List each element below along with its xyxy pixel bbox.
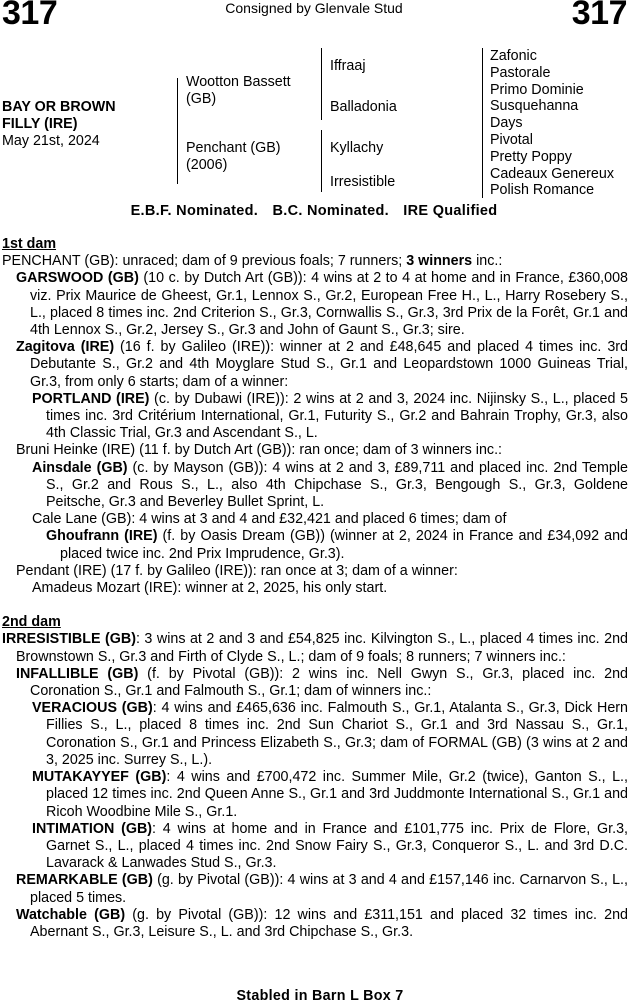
pedigree-bracket-1 <box>177 78 178 184</box>
produce-mutakayyef: MUTAKAYYEF (GB): 4 wins and £700,472 inc. Summer Mile, Gr.2 (twice), Ganton S., L., placed 12 times inc. 2nd Queen Anne S., Gr.1 and 3rd Juddmonte International S., Gr.1 and Ricoh Woodbine Mile S., Gr.1. <box>32 769 629 820</box>
produce-zagitova: Zagitova (IRE) (16 f. by Galileo (IRE)): winner at 2 and £48,645 and placed 4 times inc. 3rd Debutante S., Gr.2 and 4th Moyglare Stud S., Gr.1 and Leopardstown 1000 Guineas Trial, Gr.3, from only 6 starts; dam of a winner: <box>16 339 628 390</box>
pedigree-third-generation: Zafonic Pastorale Primo Dominie Susquehanna Days Pivotal Pretty Poppy Cadeaux Genereux Polish Romance <box>490 48 614 199</box>
produce-infallible: INFALLIBLE (GB) (f. by Pivotal (GB)): 2 wins inc. Nell Gwyn S., Gr.3, placed inc. 2nd Coronation S., Gr.1 and Falmouth S., Gr.1; dam of winners inc.: <box>16 665 628 700</box>
produce-garswood: GARSWOOD (GB) (10 c. by Dutch Art (GB)): 4 wins at 2 to 4 at home and in France, £360,008 viz. Prix Maurice de Gheest, Gr.1, Lennox S., Gr.2, European Free H., L., Harry Rosebery S., L., placed 8 times inc. 2nd Criterion S., Gr.3, Cornwallis S., Gr.3, 3rd Prix de la Forêt, Gr.1 and 4th Lennox S., Gr.2, Jersey S., Gr.3 and John of Gaunt S., Gr.3; sire. <box>16 270 628 339</box>
nominations: E.B.F. Nominated. B.C. Nominated. IRE Qualified <box>130 203 498 219</box>
produce-portland: PORTLAND (IRE) (c. by Dubawi (IRE)): 2 wins at 2 and 3, 2024 inc. Nijinsky S., L., placed 5 times inc. 3rd Critérium International, Gr.1, Futurity S., Gr.2 and Bahrain Trophy, Gr.3, also 4th Classic Trial, Gr.3 and Ascendant S., L. <box>32 390 628 442</box>
first-dam-intro: PENCHANT (GB): unraced; dam of 9 previous foals; 7 runners; 3 winners inc.: <box>2 253 503 270</box>
pedigree-dam: Penchant (GB) (2006) <box>186 140 281 173</box>
horse-color-sex: BAY OR BROWN <box>2 99 116 115</box>
lot-number-right: 317 <box>571 0 627 32</box>
consignor: Consigned by Glenvale Stud <box>225 0 403 16</box>
produce-remarkable: REMARKABLE (GB) (g. by Pivotal (GB)): 4 wins at 3 and 4 and £157,146 inc. Carnarvon S., L., placed 5 times. <box>16 872 628 906</box>
pedigree-sire-sire: Iffraaj <box>330 58 366 74</box>
pedigree-sire-dam: Balladonia <box>330 99 397 115</box>
second-dam-heading: 2nd dam <box>2 614 61 631</box>
produce-cale-lane: Cale Lane (GB): 4 wins at 3 and 4 and £32,421 and placed 6 times; dam of <box>32 511 507 528</box>
pedigree-dam-dam: Irresistible <box>330 174 396 190</box>
pedigree-bracket-3 <box>482 48 483 198</box>
second-dam-intro: IRRESISTIBLE (GB): 3 wins at 2 and 3 and £54,825 inc. Kilvington S., L., placed 4 times inc. 2nd Brownstown S., Gr.3 and Firth of Clyde S., L.; dam of 9 foals; 8 runners; 7 winners inc.: <box>2 631 628 665</box>
horse-sex-origin: FILLY (IRE) <box>2 116 78 132</box>
first-dam-heading: 1st dam <box>2 236 57 252</box>
stabling-info: Stabled in Barn L Box 7 <box>236 988 404 1004</box>
produce-intimation: INTIMATION (GB): 4 wins at home and in France and £101,775 inc. Prix de Flore, Gr.3, Garnet S., L., placed 4 times inc. 2nd Snow Fairy S., Gr.3, Conqueror S., L. and 3rd D.C. Lavarack & Lanwades Stud S., Gr.3. <box>32 820 628 872</box>
lot-number-left: 317 <box>2 0 58 32</box>
pedigree-bracket-2b <box>321 130 322 192</box>
produce-pendant: Pendant (IRE) (17 f. by Galileo (IRE)): ran once at 3; dam of a winner: <box>16 562 458 579</box>
pedigree-sire: Wootton Bassett (GB) <box>186 74 291 107</box>
pedigree-dam-sire: Kyllachy <box>330 140 384 156</box>
produce-ghoufrann: Ghoufrann (IRE) (f. by Oasis Dream (GB)) (winner at 2, 2024 in France and £34,092 and placed twice inc. 2nd Prix Imprudence, Gr.3). <box>46 528 629 562</box>
produce-bruni-heinke: Bruni Heinke (IRE) (11 f. by Dutch Art (GB)): ran once; dam of 3 winners inc.: <box>16 442 503 459</box>
produce-amadeus-mozart: Amadeus Mozart (IRE): winner at 2, 2025, his only start. <box>32 580 388 597</box>
produce-watchable: Watchable (GB) (g. by Pivotal (GB)): 12 wins and £311,151 and placed 32 times inc. 2nd Abernant S., Gr.3, Leisure S., L. and 3rd Chipchase S., Gr.3. <box>16 906 628 940</box>
horse-description <box>2 99 116 150</box>
catalogue-body <box>2 236 628 941</box>
produce-veracious: VERACIOUS (GB): 4 wins and £465,636 inc. Falmouth S., Gr.1, Atalanta S., Gr.3, Dick Hern Fillies S., L., placed 8 times inc. 2nd Sun Chariot S., Gr.1 and 3rd Nassau S., Gr.1, Coronation S., Gr.1 and Princess Elizabeth S., Gr.3; dam of FORMAL (GB) (3 wins at 2 and 3, 2025 inc. Surrey S., L.). <box>32 700 628 768</box>
foaling-date: May 21st, 2024 <box>2 133 100 149</box>
produce-ainsdale: Ainsdale (GB) (c. by Mayson (GB)): 4 wins at 2 and 3, £89,711 and placed inc. 2nd Temple S., Gr.2 and Rous S., L., also 4th Chipchase S., Gr.3, Bengough S., Gr.3, Goldene Peitsche, Gr.3 and Beverley Bullet Sprint, L. <box>32 459 628 511</box>
pedigree-bracket-2a <box>321 48 322 120</box>
